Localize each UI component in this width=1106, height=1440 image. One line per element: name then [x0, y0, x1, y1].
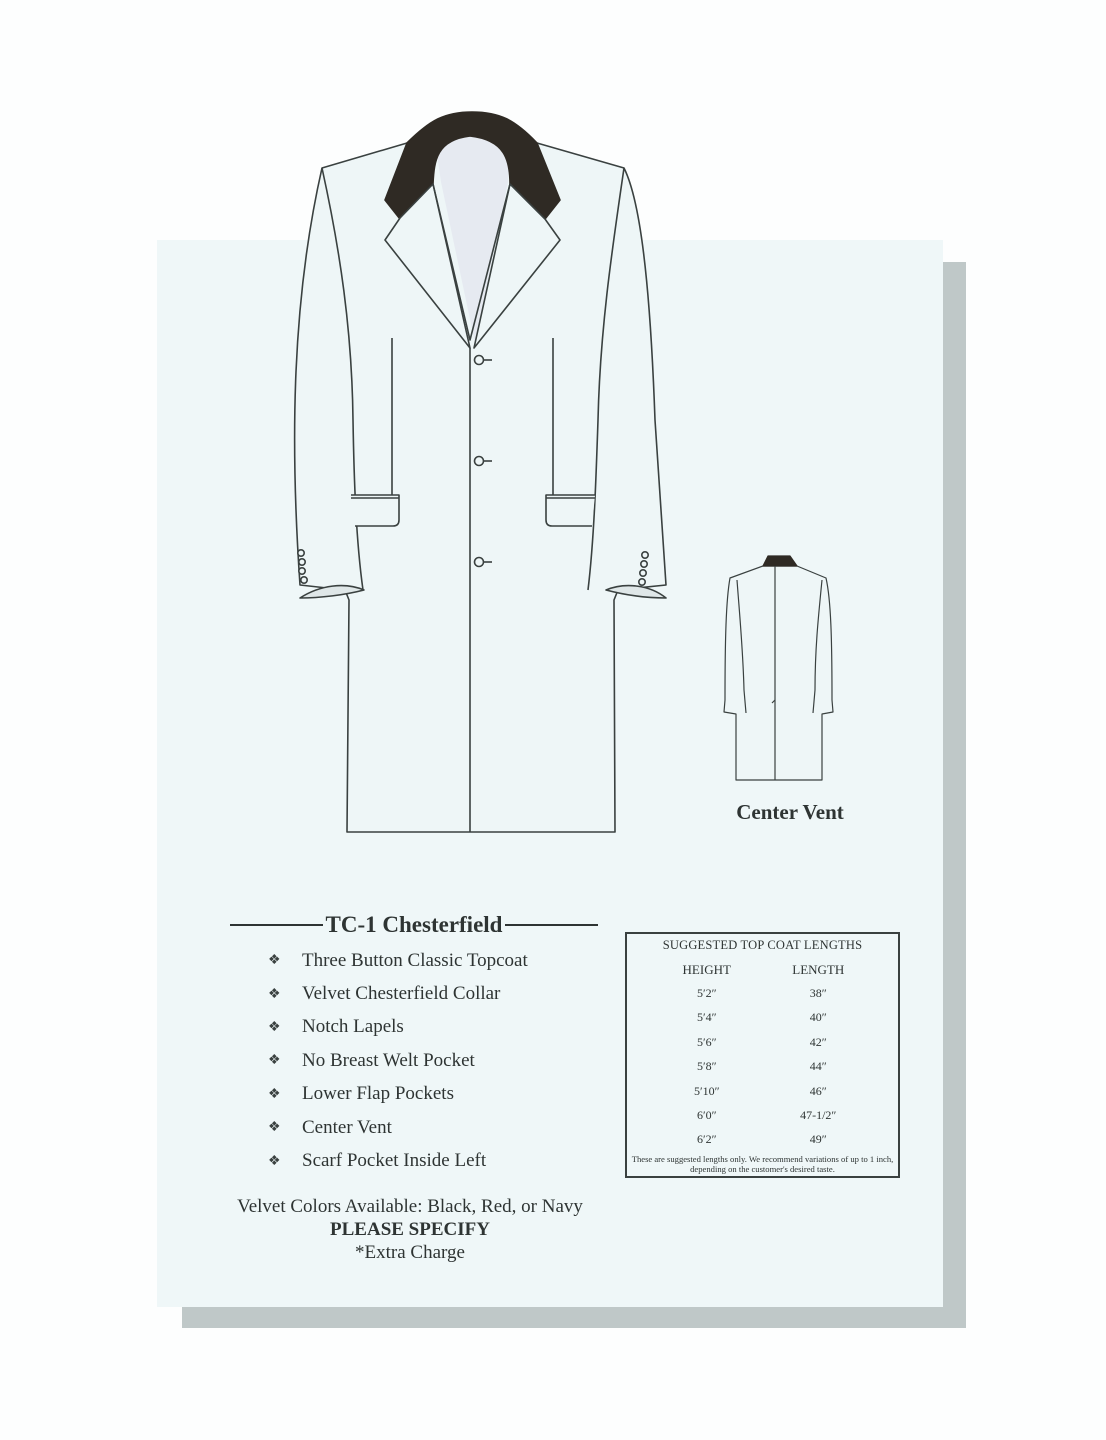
column-header-height: HEIGHT: [682, 962, 731, 977]
table-footnote: These are suggested lengths only. We recommend variations of up to 1 inch, depending on the customer's desired taste.: [631, 1153, 894, 1174]
diamond-bullet-icon: ❖: [268, 1053, 281, 1069]
title-rule-right: [505, 924, 598, 926]
diamond-bullet-icon: ❖: [268, 1086, 281, 1102]
table-title: SUGGESTED TOP COAT LENGTHS: [662, 938, 863, 952]
feature-item: ❖ Velvet Chesterfield Collar: [268, 983, 501, 1005]
feature-list: [268, 944, 528, 1178]
please-specify-text: PLEASE SPECIFY: [330, 1219, 490, 1240]
length-cell: 38″: [809, 986, 827, 1000]
product-title-row: [230, 912, 598, 938]
height-cell: 6′0″: [696, 1107, 717, 1122]
coat-front-illustration: [295, 112, 666, 832]
height-cell: 6′2″: [696, 1132, 717, 1147]
feature-item: ❖ Notch Lapels: [268, 1016, 404, 1038]
diamond-bullet-icon: ❖: [268, 1019, 281, 1035]
table-grid: [651, 959, 874, 1152]
length-cell: 46″: [809, 1083, 827, 1098]
extra-charge-text: *Extra Charge: [355, 1242, 465, 1263]
height-cell: 5′2″: [696, 986, 717, 1000]
velvet-colors-text: Velvet Colors Available: Black, Red, or Navy: [237, 1196, 583, 1217]
feature-item: ❖ Three Button Classic Topcoat: [268, 949, 528, 971]
diamond-bullet-icon: ❖: [268, 986, 281, 1002]
length-cell: 40″: [809, 1010, 827, 1025]
feature-item: ❖ Scarf Pocket Inside Left: [268, 1150, 487, 1172]
back-view-label: Center Vent: [736, 800, 844, 824]
velvet-notes: [200, 1195, 620, 1264]
length-cell: 44″: [809, 1059, 827, 1074]
product-title: TC-1 Chesterfield: [325, 912, 503, 937]
title-rule-left: [230, 924, 323, 926]
diamond-bullet-icon: ❖: [268, 1153, 281, 1169]
feature-item: ❖ Center Vent: [268, 1116, 392, 1138]
diamond-bullet-icon: ❖: [268, 953, 281, 969]
column-header-length: LENGTH: [792, 962, 845, 977]
height-cell: 5′6″: [696, 1034, 717, 1049]
length-cell: 42″: [809, 1034, 827, 1049]
height-cell: 5′8″: [696, 1059, 717, 1074]
length-cell: 49″: [809, 1132, 827, 1147]
diamond-bullet-icon: ❖: [268, 1120, 281, 1136]
height-cell: 5′4″: [696, 1010, 717, 1025]
feature-item: ❖ Lower Flap Pockets: [268, 1083, 454, 1105]
height-cell: 5′10″: [693, 1083, 720, 1098]
feature-item: ❖ No Breast Welt Pocket: [268, 1049, 475, 1071]
length-cell: 47-1/2″: [800, 1107, 837, 1122]
coat-length-table: [625, 932, 900, 1178]
coat-back-illustration: [724, 556, 833, 780]
